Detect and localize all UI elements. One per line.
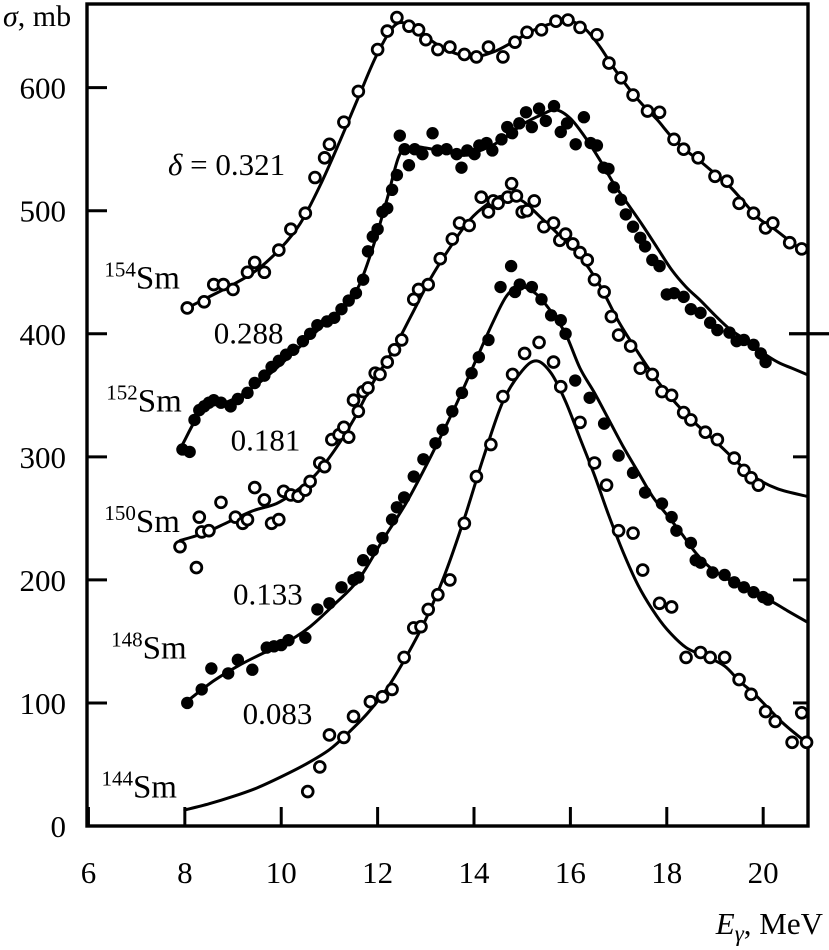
data-point-Sm144 (338, 732, 349, 743)
data-point-Sm150 (685, 415, 696, 426)
data-point-Sm148 (323, 597, 335, 609)
data-point-Sm152 (362, 245, 374, 257)
data-point-Sm152 (653, 260, 665, 272)
data-point-Sm154 (228, 284, 239, 295)
data-point-Sm144 (681, 652, 692, 663)
data-point-Sm154 (310, 172, 321, 183)
data-point-Sm154 (678, 144, 689, 155)
data-point-Sm150 (273, 514, 284, 525)
data-point-Sm154 (604, 58, 615, 69)
data-point-Sm148 (436, 424, 448, 436)
data-point-Sm150 (447, 234, 458, 245)
data-point-Sm154 (324, 139, 335, 150)
data-point-Sm144 (423, 604, 434, 615)
data-point-Sm154 (420, 34, 431, 45)
isotope-label-Sm148: $^{148}$Sm (111, 627, 187, 667)
data-point-Sm150 (175, 541, 186, 552)
data-point-Sm148 (569, 374, 581, 386)
data-point-Sm148 (762, 593, 774, 605)
data-point-Sm150 (635, 363, 646, 374)
data-point-Sm150 (606, 311, 617, 322)
data-point-Sm150 (363, 383, 374, 394)
data-point-Sm144 (654, 598, 665, 609)
data-point-Sm154 (372, 44, 383, 55)
data-point-Sm144 (589, 458, 600, 469)
data-point-Sm148 (583, 392, 595, 404)
data-point-Sm148 (559, 328, 571, 340)
data-point-Sm148 (352, 571, 364, 583)
data-point-Sm148 (555, 314, 567, 326)
data-point-Sm150 (511, 191, 522, 202)
data-point-Sm154 (748, 208, 759, 219)
y-tick-label: 500 (19, 193, 66, 229)
data-point-Sm150 (666, 390, 677, 401)
data-point-Sm154 (300, 208, 311, 219)
data-point-Sm148 (685, 537, 697, 549)
data-point-Sm144 (601, 480, 612, 491)
y-tick-label: 300 (19, 439, 66, 475)
gamma-subscript: γ (734, 921, 744, 946)
data-point-Sm144 (613, 525, 624, 536)
data-point-Sm148 (665, 511, 677, 523)
data-point-Sm154 (498, 52, 509, 63)
data-point-Sm150 (319, 461, 330, 472)
data-point-Sm150 (464, 220, 475, 231)
data-point-Sm148 (627, 467, 639, 479)
x-tick-label: 18 (651, 855, 683, 890)
data-point-Sm150 (204, 525, 215, 536)
x-tick-label: 10 (265, 855, 297, 890)
data-point-Sm148 (482, 334, 494, 346)
data-point-Sm148 (694, 556, 706, 568)
x-axis-title (716, 906, 823, 947)
data-point-Sm148 (311, 603, 323, 615)
data-point-Sm148 (282, 634, 294, 646)
data-point-Sm152 (533, 102, 545, 114)
data-point-Sm152 (506, 127, 518, 139)
data-point-Sm150 (613, 330, 624, 341)
data-point-Sm154 (391, 12, 402, 23)
delta-label-Sm152: 0.288 (213, 315, 284, 351)
isotope-label-Sm144: $^{144}$Sm (101, 766, 177, 806)
data-point-Sm152 (386, 184, 398, 196)
data-point-Sm150 (242, 514, 253, 525)
data-point-Sm148 (465, 367, 477, 379)
data-point-Sm150 (249, 482, 260, 493)
y-axis-title (3, 0, 71, 34)
data-point-Sm148 (494, 281, 506, 293)
y-tick-label: 0 (50, 809, 66, 844)
data-point-Sm148 (417, 453, 429, 465)
delta-label-Sm144: 0.083 (242, 695, 313, 731)
data-point-Sm150 (625, 341, 636, 352)
data-point-Sm144 (746, 689, 757, 700)
y-tick-label: 100 (19, 685, 66, 721)
data-point-Sm154 (592, 29, 603, 40)
data-point-Sm152 (602, 163, 614, 175)
data-point-Sm154 (199, 296, 210, 307)
data-point-Sm152 (608, 181, 620, 193)
data-point-Sm150 (548, 218, 559, 229)
data-point-Sm144 (432, 589, 443, 600)
x-tick-label: 16 (554, 855, 586, 890)
data-point-Sm152 (455, 161, 467, 173)
data-point-Sm144 (719, 652, 730, 663)
data-point-Sm148 (196, 683, 208, 695)
data-point-Sm148 (456, 387, 468, 399)
data-point-Sm152 (591, 139, 603, 151)
data-point-Sm144 (399, 652, 410, 663)
data-point-Sm150 (560, 229, 571, 240)
data-point-Sm144 (324, 730, 335, 741)
x-tick-label: 8 (177, 855, 193, 890)
data-point-Sm152 (627, 221, 639, 233)
data-point-Sm148 (612, 449, 624, 461)
data-point-Sm148 (473, 351, 485, 363)
data-point-Sm150 (259, 495, 270, 506)
data-point-Sm144 (348, 711, 359, 722)
data-point-Sm152 (403, 159, 415, 171)
sigma-symbol: σ (3, 0, 18, 33)
data-point-Sm148 (535, 293, 547, 305)
data-point-Sm148 (367, 544, 379, 556)
data-point-Sm144 (637, 565, 648, 576)
data-point-Sm150 (476, 192, 487, 203)
data-point-Sm152 (526, 121, 538, 133)
y-tick-label: 200 (19, 562, 66, 598)
data-point-Sm144 (387, 684, 398, 695)
x-tick-label: 6 (80, 855, 97, 890)
data-point-Sm144 (770, 716, 781, 727)
data-point-Sm150 (483, 207, 494, 218)
isotope-label-Sm152: $^{152}$Sm (106, 380, 182, 420)
data-point-Sm144 (575, 417, 586, 428)
data-point-Sm154 (551, 16, 562, 27)
data-point-Sm154 (445, 42, 456, 53)
data-point-Sm152 (416, 148, 428, 160)
data-point-Sm150 (529, 195, 540, 206)
data-point-Sm148 (429, 437, 441, 449)
x-tick-label: 12 (362, 855, 394, 890)
data-point-Sm144 (534, 337, 545, 348)
data-point-Sm154 (616, 72, 627, 83)
data-point-Sm154 (249, 257, 260, 268)
data-point-Sm152 (520, 106, 532, 118)
data-point-Sm148 (232, 654, 244, 666)
data-point-Sm154 (710, 171, 721, 182)
data-point-Sm148 (408, 470, 420, 482)
data-point-Sm148 (222, 667, 234, 679)
data-point-Sm154 (784, 237, 795, 248)
data-point-Sm154 (319, 152, 330, 163)
data-point-Sm150 (435, 253, 446, 264)
data-point-Sm152 (561, 117, 573, 129)
y-axis-unit: , mb (17, 0, 72, 33)
data-point-Sm152 (381, 202, 393, 214)
data-point-Sm152 (548, 100, 560, 112)
data-point-Sm154 (522, 27, 533, 38)
data-point-Sm152 (394, 129, 406, 141)
data-point-Sm148 (299, 632, 311, 644)
data-point-Sm144 (628, 528, 639, 539)
data-point-Sm154 (642, 106, 653, 117)
isotope-label-Sm150: $^{150}$Sm (104, 500, 180, 540)
data-point-Sm148 (670, 524, 682, 536)
x-tick-label: 20 (747, 855, 779, 890)
delta-label-Sm148: 0.133 (233, 576, 303, 612)
data-point-Sm152 (540, 115, 552, 127)
data-point-Sm144 (787, 737, 798, 748)
data-point-Sm154 (353, 86, 364, 97)
data-point-Sm152 (350, 287, 362, 299)
data-point-Sm150 (216, 497, 227, 508)
data-point-Sm148 (505, 260, 517, 272)
data-point-Sm148 (598, 417, 610, 429)
data-point-Sm152 (677, 291, 689, 303)
data-point-Sm150 (712, 434, 723, 445)
data-point-Sm144 (459, 518, 470, 529)
data-point-Sm152 (391, 169, 403, 181)
data-point-Sm154 (628, 90, 639, 101)
data-point-Sm148 (335, 581, 347, 593)
data-point-Sm150 (647, 369, 658, 380)
data-point-Sm144 (760, 706, 771, 717)
data-point-Sm144 (445, 574, 456, 585)
data-point-Sm154 (273, 245, 284, 256)
data-point-Sm150 (343, 432, 354, 443)
data-point-Sm154 (432, 44, 443, 55)
data-point-Sm154 (242, 267, 253, 278)
data-point-Sm144 (705, 652, 716, 663)
data-point-Sm154 (285, 224, 296, 235)
data-point-Sm152 (241, 387, 253, 399)
data-point-Sm148 (391, 501, 403, 513)
data-point-Sm144 (485, 439, 496, 450)
data-point-Sm150 (423, 279, 434, 290)
data-point-Sm150 (599, 287, 610, 298)
data-point-Sm144 (365, 696, 376, 707)
y-tick-label: 400 (19, 316, 66, 352)
data-point-Sm144 (519, 348, 530, 359)
data-point-Sm154 (796, 243, 807, 254)
data-point-Sm148 (205, 662, 217, 674)
data-point-Sm154 (338, 117, 349, 128)
data-point-Sm152 (578, 111, 590, 123)
data-point-Sm150 (194, 512, 205, 523)
x-tick-label: 14 (458, 855, 490, 890)
data-point-Sm144 (416, 621, 427, 632)
delta-label-Sm154: δ = 0.321 (167, 147, 286, 183)
data-point-Sm154 (654, 107, 665, 118)
data-point-Sm154 (722, 176, 733, 187)
data-point-Sm148 (446, 405, 458, 417)
data-point-Sm148 (526, 281, 538, 293)
data-point-Sm144 (796, 707, 807, 718)
data-point-Sm150 (348, 395, 359, 406)
delta-label-Sm150: 0.181 (230, 422, 301, 458)
data-point-Sm150 (700, 427, 711, 438)
data-point-Sm148 (639, 486, 651, 498)
data-point-Sm152 (711, 324, 723, 336)
data-point-Sm150 (375, 369, 386, 380)
data-point-Sm150 (305, 476, 316, 487)
data-point-Sm144 (498, 391, 509, 402)
data-point-Sm152 (569, 138, 581, 150)
data-point-Sm154 (471, 52, 482, 63)
data-point-Sm150 (506, 178, 517, 189)
data-point-Sm152 (371, 223, 383, 235)
data-point-Sm150 (389, 344, 400, 355)
data-point-Sm152 (426, 127, 438, 139)
data-point-Sm150 (353, 406, 364, 417)
data-point-Sm144 (734, 674, 745, 685)
data-point-Sm144 (302, 786, 313, 797)
data-point-Sm150 (582, 255, 593, 266)
data-point-Sm150 (522, 205, 533, 216)
energy-symbol: E (715, 906, 735, 941)
data-point-Sm148 (357, 554, 369, 566)
data-point-Sm144 (314, 762, 325, 773)
data-point-Sm144 (507, 369, 518, 380)
data-point-Sm152 (287, 344, 299, 356)
data-point-Sm154 (483, 42, 494, 53)
data-point-Sm154 (182, 303, 193, 314)
data-point-Sm152 (615, 193, 627, 205)
data-point-Sm144 (548, 357, 559, 368)
data-point-Sm154 (563, 15, 574, 26)
data-point-Sm152 (620, 208, 632, 220)
data-point-Sm152 (486, 144, 498, 156)
data-point-Sm154 (575, 22, 586, 33)
data-point-Sm150 (382, 357, 393, 368)
isotope-label-Sm154: $^{154}$Sm (104, 257, 180, 297)
data-point-Sm152 (450, 148, 462, 160)
data-point-Sm154 (510, 37, 521, 48)
data-point-Sm144 (666, 602, 677, 613)
data-point-Sm152 (639, 240, 651, 252)
data-point-Sm154 (693, 152, 704, 163)
data-point-Sm150 (191, 562, 202, 573)
data-point-Sm150 (589, 274, 600, 285)
data-point-Sm148 (246, 664, 258, 676)
x-axis-unit: , MeV (743, 906, 823, 941)
data-point-Sm148 (398, 491, 410, 503)
data-point-Sm152 (513, 117, 525, 129)
data-point-Sm148 (706, 566, 718, 578)
data-point-Sm148 (386, 513, 398, 525)
data-point-Sm152 (694, 307, 706, 319)
data-point-Sm152 (495, 133, 507, 145)
data-point-Sm154 (413, 24, 424, 35)
data-point-Sm144 (555, 381, 566, 392)
data-point-Sm144 (471, 471, 482, 482)
data-point-Sm148 (376, 532, 388, 544)
data-point-Sm154 (734, 198, 745, 209)
data-point-Sm144 (377, 691, 388, 702)
y-tick-label: 600 (19, 70, 66, 106)
data-point-Sm152 (759, 356, 771, 368)
data-point-Sm152 (183, 446, 195, 458)
data-point-Sm154 (382, 26, 393, 37)
data-point-Sm148 (514, 278, 526, 290)
data-point-Sm148 (181, 697, 193, 709)
data-point-Sm154 (259, 267, 270, 278)
data-point-Sm144 (801, 737, 812, 748)
data-point-Sm150 (729, 453, 740, 464)
data-point-Sm154 (767, 218, 778, 229)
data-point-Sm154 (669, 134, 680, 145)
data-point-Sm154 (459, 49, 470, 60)
data-point-Sm148 (656, 497, 668, 509)
data-point-Sm154 (536, 24, 547, 35)
data-point-Sm150 (753, 480, 764, 491)
data-point-Sm150 (396, 335, 407, 346)
data-point-Sm152 (357, 273, 369, 285)
